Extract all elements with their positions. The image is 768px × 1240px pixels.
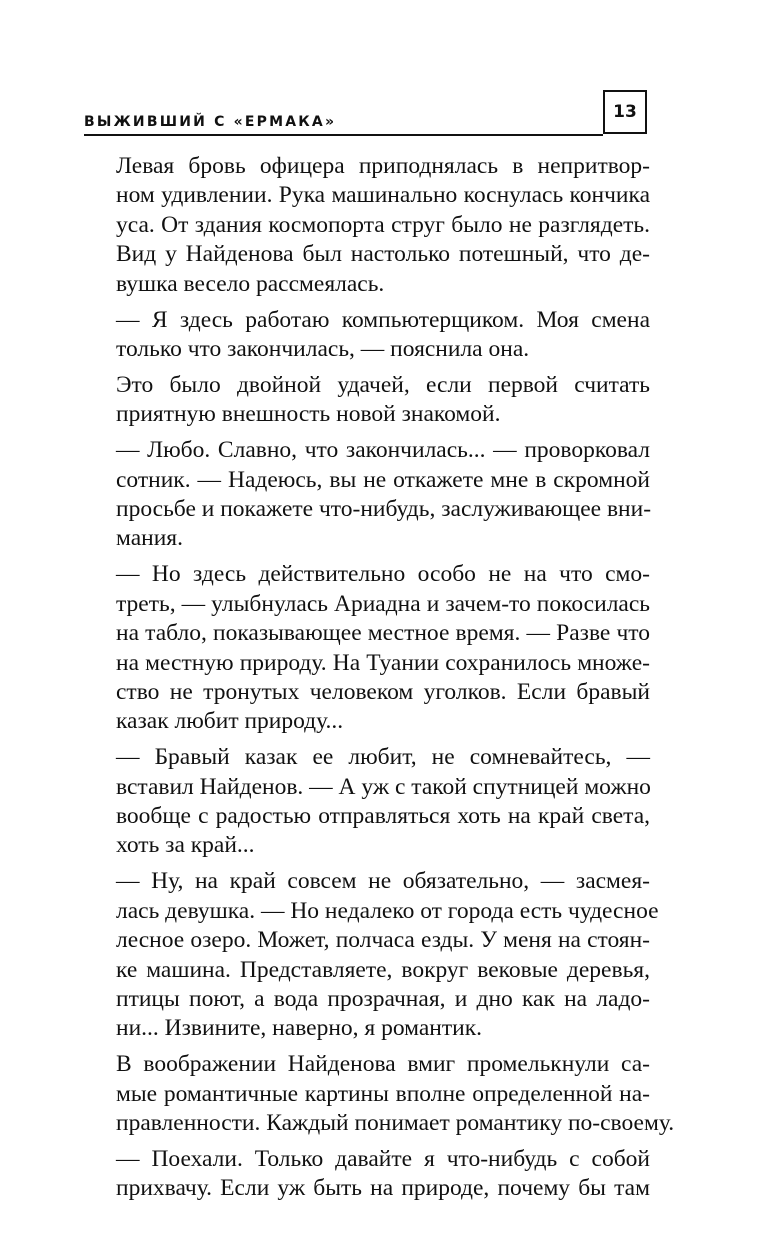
text-line: Вид у Найденова был настолько потешный, что де- xyxy=(116,241,650,268)
text-line: вообще с радостью отправляться хоть на край света, xyxy=(116,803,650,830)
text-line: приятную внешность новой знакомой. xyxy=(116,401,501,428)
text-line: хоть за край... xyxy=(116,832,255,859)
body-text xyxy=(116,152,675,1210)
text-line: прихвачу. Если уж быть на природе, почему бы там xyxy=(116,1175,650,1202)
running-title: ВЫЖИВШИЙ С «ЕРМАКА» xyxy=(84,114,337,130)
text-line: — Но здесь действительно особо не на что смо- xyxy=(116,561,650,588)
paragraph xyxy=(116,867,659,1043)
paragraph xyxy=(116,743,650,861)
text-line: вушка весело рассмеялась. xyxy=(116,270,385,297)
header-rule xyxy=(84,134,603,136)
text-line: — Поехали. Только давайте я что-нибудь с собой xyxy=(116,1146,650,1172)
text-line: мые романтичные картины вполне определенной на- xyxy=(116,1080,650,1107)
text-line: — Я здесь работаю компьютерщиком. Моя смена xyxy=(116,306,650,333)
paragraph xyxy=(116,1050,675,1138)
text-line: ном удивлении. Рука машинально коснулась кончика xyxy=(116,182,650,209)
text-line: Это было двойной удачей, если первой считать xyxy=(116,371,650,398)
text-line: ни... Извините, наверно, я романтик. xyxy=(116,1015,482,1042)
text-line: треть, — улыбнулась Ариадна и зачем-то покосилась xyxy=(116,590,650,617)
paragraph xyxy=(116,560,650,736)
text-line: сотник. — Надеюсь, вы не откажете мне в скромной xyxy=(116,466,650,493)
paragraph xyxy=(116,1145,650,1204)
text-line: лесное озеро. Может, полчаса езды. У меня на стоян- xyxy=(116,927,650,954)
text-line: казак любит природу... xyxy=(116,708,344,735)
text-line: на табло, показывающее местное время. — Разве что xyxy=(116,620,650,647)
text-line: лась девушка. — Но недалеко от города есть чудесное xyxy=(116,897,659,924)
text-line: ке машина. Представляете, вокруг вековые деревья, xyxy=(116,956,650,983)
text-line: вставил Найденов. — А уж с такой спутницей можно xyxy=(116,773,651,800)
page-number xyxy=(603,90,647,134)
text-line: — Ну, на край совсем не обязательно, — засмея- xyxy=(116,868,650,895)
text-line: на местную природу. На Туании сохранилось множе- xyxy=(116,649,650,676)
text-line: В воображении Найденова вмиг промелькнули са- xyxy=(116,1051,650,1078)
text-line: правленности. Каждый понимает романтику по-своему. xyxy=(116,1110,675,1137)
page-number-label: 13 xyxy=(613,102,637,122)
paragraph xyxy=(116,371,650,430)
text-line: уса. От здания космопорта струг было не разглядеть. xyxy=(116,211,650,238)
text-line: просьбе и покажете что-нибудь, заслуживающее вни- xyxy=(116,495,652,522)
text-line: — Бравый казак ее любит, не сомневайтесь, — xyxy=(116,744,650,771)
text-line: Левая бровь офицера приподнялась в непритвор- xyxy=(116,153,650,179)
text-line: — Любо. Славно, что закончилась... — проворковал xyxy=(116,437,650,464)
paragraph xyxy=(116,436,650,554)
text-line: мания. xyxy=(116,525,183,552)
text-line: птицы поют, а вода прозрачная, и дно как на ладо- xyxy=(116,985,650,1012)
text-line: ство не тронутых человеком уголков. Если бравый xyxy=(116,678,650,705)
paragraph xyxy=(116,306,650,365)
paragraph xyxy=(116,152,650,299)
text-line: только что закончилась, — пояснила она. xyxy=(116,335,530,362)
